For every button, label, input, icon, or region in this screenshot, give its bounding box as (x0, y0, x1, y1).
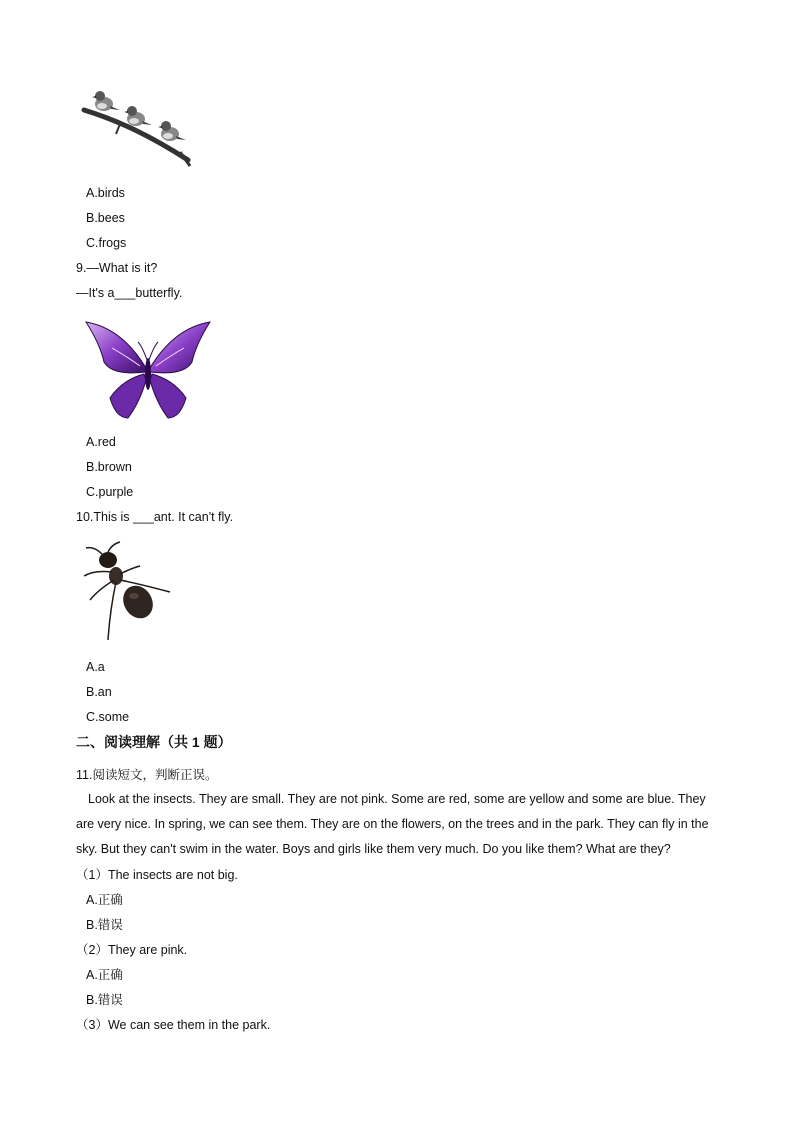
q11-sub1-option-b: B.错误 (86, 918, 123, 932)
q11-stem: 11.阅读短文，判断正误。 (76, 768, 218, 782)
q9-option-a: A.red (86, 435, 116, 449)
q9-option-b: B.brown (86, 460, 132, 474)
q11-sub2-label: （2）They are pink. (76, 943, 188, 957)
q8-option-b: B.bees (86, 211, 125, 225)
section-heading-reading: 二、阅读理解（共 1 题） (76, 734, 232, 750)
q8-option-c: C.frogs (86, 236, 127, 250)
q11-sub3-label: （3）We can see them in the park. (76, 1018, 271, 1032)
q9-stem-line2: —It's a___butterfly. (76, 286, 183, 300)
q11-passage: Look at the insects. They are small. They are not pink. Some are red, some are yellow and some are blue. They are very nice. In spring, we can see them. They are on the flowers, on the trees and in the park. They can fly in the sky. But they can't swim in the water. Boys and girls like them very much. Do you like them? What are they? (76, 792, 709, 856)
q10-option-a: A.a (86, 660, 105, 674)
q10-option-b: B.an (86, 685, 112, 699)
birds-on-branch-image (80, 88, 195, 170)
q10-stem: 10.This is ___ant. It can't fly. (76, 510, 234, 524)
q11-sub1-label: （1）The insects are not big. (76, 868, 238, 882)
purple-butterfly-image (82, 318, 214, 422)
q9-option-c: C.purple (86, 485, 134, 499)
q11-sub1-option-a: A.正确 (86, 893, 123, 907)
q11-sub2-option-a: A.正确 (86, 968, 123, 982)
ant-image (80, 540, 180, 648)
q8-option-a: A.birds (86, 186, 125, 200)
q10-option-c: C.some (86, 710, 130, 724)
q11-sub2-option-b: B.错误 (86, 993, 123, 1007)
q9-stem-line1: 9.—What is it? (76, 261, 158, 275)
